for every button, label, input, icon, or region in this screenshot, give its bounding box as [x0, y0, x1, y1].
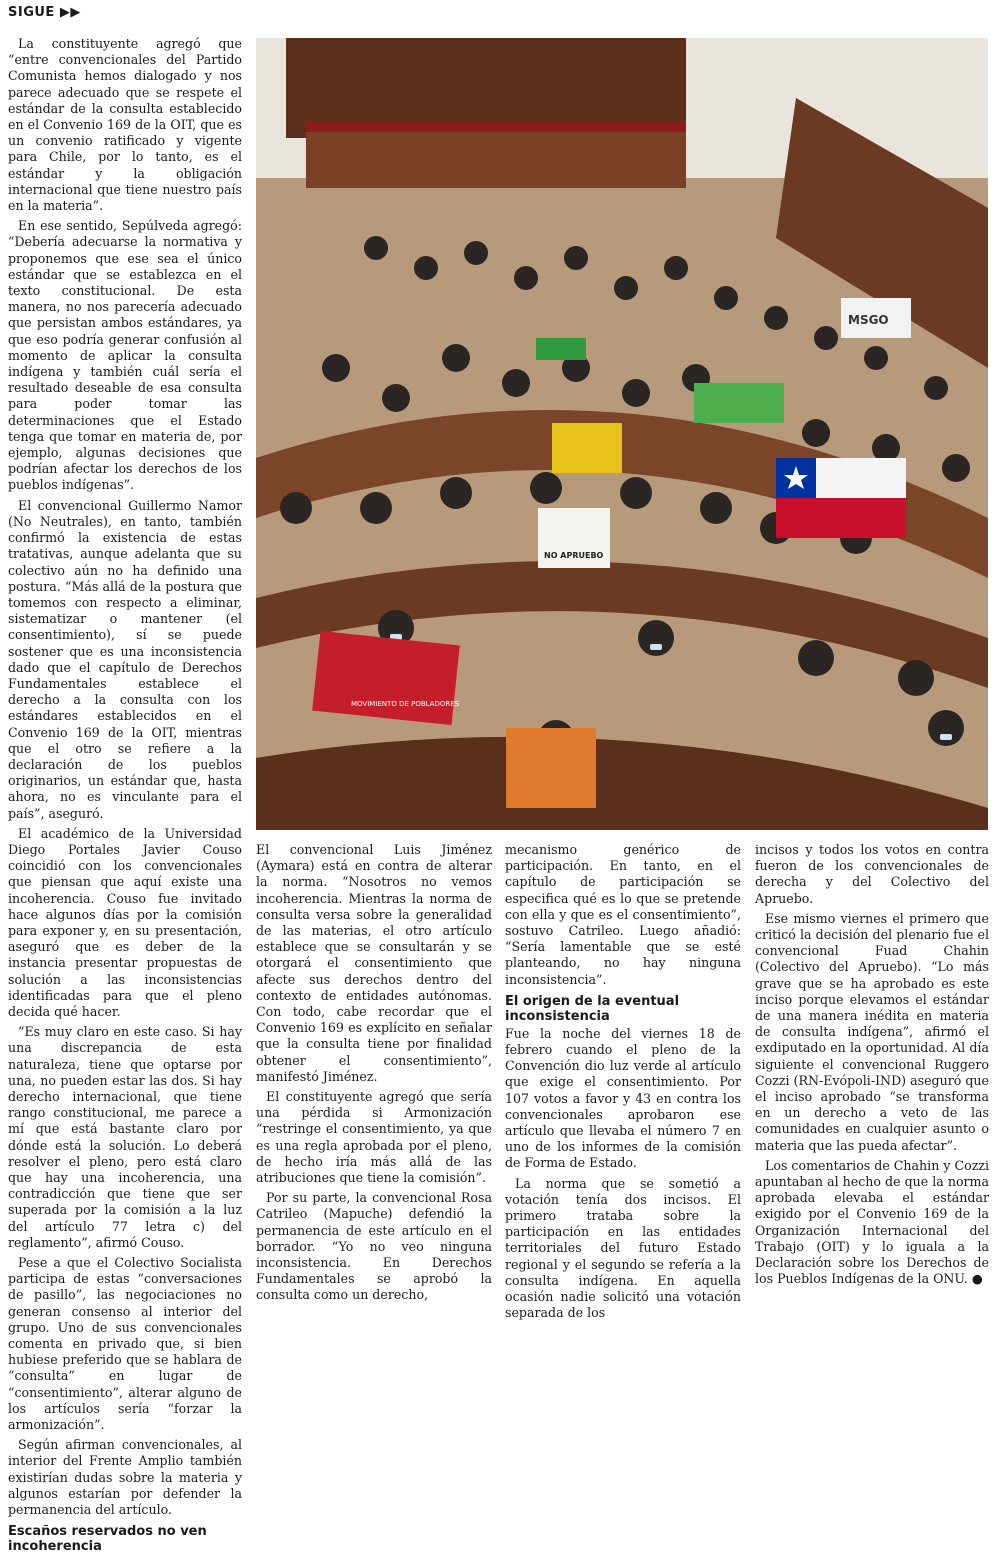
convention-hall-illustration	[256, 38, 988, 830]
section-heading: El origen de la eventual inconsistencia	[505, 993, 680, 1024]
presidium-desk	[306, 128, 686, 188]
paragraph: El académico de la Universidad Diego Portales Javier Couso coincidió con los convencionales que piensan que aquí existe una incoherencia. Couso fue invitado hace algunos días por la comisión para exponer y, en su presentación, aseguró que es deber de la instancia presentar propuestas de solución a las inconsistencias identificadas para que el pleno decida qué hacer.	[8, 825, 242, 1019]
orange-jacket	[506, 728, 596, 808]
paragraph: mecanismo genérico de participación. En tanto, en el capítulo de participación se especifica qué es lo que se pretende con ella y que es el consentimiento”, sostuvo Catrileo. Luego añadió: “Sería lamentable que se esté planteando, no hay ninguna inconsistencia”.	[505, 842, 741, 987]
white-banner	[538, 508, 610, 568]
paragraph: incisos y todos los votos en contra fueron de los convencionales de derecha y del Colectivo del Apruebo.	[755, 842, 989, 906]
paragraph: Pese a que el Colectivo Socialista participa de estas “conversaciones de pasillo”, las negociaciones no generan consenso al interior del grupo. Uno de sus convencionales comenta en privado que, si bien hubiese preferido que se hablara de “consulta” en lugar de “consentimiento”, alterar alguno de los artículos sería “forzar la armonización”.	[8, 1255, 242, 1433]
section-heading: Escaños reservados no ven incoherencia	[8, 1524, 207, 1555]
green-flag	[536, 338, 586, 360]
paragraph: En ese sentido, Sepúlveda agregó: “Debería adecuarse la normativa y proponemos que ese sea el único estándar que se establezca en el texto constitucional. De esta manera, no nos parecería adecuado que persistan ambos estándares, ya que eso podría generar confusión al momento de aplicar la consulta indígena y también cuál sería el resultado deseable de esa consulta para poder tomar las determinaciones que el Estado tenga que tomar en materia de, por ejemplo, algunas decisiones que podrían afectar los derechos de los pueblos indígenas”.	[8, 218, 242, 493]
paragraph: Fue la noche del viernes 18 de febrero cuando el pleno de la Convención dio luz verde al artículo que exige el consentimiento. Por 107 votos a favor y 43 en contra los convencionales aprobaron ese artículo que llevaba el número 7 en uno de los informes de la comisión de Forma de Estado.	[505, 1025, 741, 1171]
banner-text: NO APRUEBO	[544, 551, 604, 560]
paragraph: La norma que se sometió a votación tenía dos incisos. El primero trataba sobre la participación en las entidades territoriales del futuro Estado regional y el segundo se refería a la consulta indígena. En aquella ocasión nadie solicitó una votación separada de los	[505, 1175, 741, 1321]
paragraph-text: Los comentarios de Chahin y Cozzi apuntaban al hecho de que la norma aprobada elevaba el estándar exigido por el Convenio 169 de la Organización Internacional del Trabajo (OIT) y lo iguala a la Declaración sobre los Derechos de los Pueblos Indígenas de la ONU.	[755, 1157, 989, 1287]
article-column-2	[256, 842, 492, 1308]
chilean-flag	[776, 458, 906, 538]
paragraph: “Es muy claro en este caso. Si hay una discrepancia de esta naturaleza, tiene que optarse por una, no pueden estar las dos. Si hay derecho internacional, que tiene rango constitucional, me parece a mí que está bastante claro por dónde está la solución. Lo deberá resolver el pleno, pero está claro que hay una incoherencia, una contradicción que tiene que ser superada por la comisión a la luz del artículo 77 letra c) del reglamento”, afirmó Couso.	[8, 1024, 242, 1250]
presidium-top	[306, 122, 686, 132]
article-column-1	[8, 36, 242, 1556]
article-column-4	[755, 842, 989, 1291]
red-flag-text: MOVIMIENTO DE POBLADORES	[351, 700, 460, 708]
red-flag	[312, 631, 460, 725]
paragraph: Ese mismo viernes el primero que criticó la decisión del plenario fue el convencional Fuad Chahin (Colectivo del Apruebo). “Lo más grave que se ha aprobado es este inciso porque elevamos el estándar de una manera inédita en materia de consulta indígena”, afirmó el exdiputado en la oportunidad. Al día siguiente el convencional Ruggero Cozzi (RN-Evópoli-IND) aseguró que el inciso aprobado “se transforma en un derecho a veto de las comunidades en cualquier asunto o materia que las pueda afectar”.	[755, 910, 989, 1153]
convention-photo	[256, 38, 988, 830]
end-mark-icon: ●	[971, 1271, 983, 1287]
paragraph	[755, 1158, 989, 1288]
paragraph: La constituyente agregó que “entre convencionales del Partido Comunista hemos dialogado y nos parece adecuado que se respete el estándar de la consulta establecido en el Convenio 169 de la OIT, que es un convenio ratificado y vigente para Chile, por lo tanto, es el estándar y la obligación internacional que tiene nuestro país en la materia”.	[8, 36, 242, 214]
article-column-3	[505, 842, 741, 1325]
paragraph: Según afirman convencionales, al interior del Frente Amplio también existirían dudas sobre la materia y algunos estarían por defender la permanencia del artículo.	[8, 1437, 242, 1518]
paragraph: El convencional Luis Jiménez (Aymara) está en contra de alterar la norma. “Nosotros no vemos incoherencia. Mientras la norma de consulta versa sobre la generalidad de las materias, el otro artículo establece que se consultarán y se otorgará el consentimiento que afecte sus derechos dentro del contexto de entidades autónomas. Con todo, cabe recordar que el Convenio 169 es explícito en señalar que la consulta tiene por finalidad obtener el consentimiento”, manifestó Jiménez.	[256, 842, 492, 1084]
paragraph: Por su parte, la convencional Rosa Catrileo (Mapuche) defendió la permanencia de este artículo en el borrador. “Yo no veo ninguna inconsistencia. En Derechos Fundamentales se aprobó la consulta como un derecho,	[256, 1190, 492, 1303]
msgo-text: MSGO	[848, 313, 889, 327]
continue-label: SIGUE ▶▶	[8, 5, 81, 20]
yellow-flag	[552, 423, 622, 473]
paragraph: El convencional Guillermo Namor (No Neutrales), en tanto, también confirmó la existencia de estas tratativas, aunque adelanta que su colectivo aún no ha definido una postura. “Más allá de la postura que tomemos con respecto a eliminar, sistematizar o mantener (el consentimiento), sí se puede sostener que es una inconsistencia dado que el capítulo de Derechos Fundamentales establece el derecho a la consulta con los estándares establecidos en el Convenio 169 de la OIT, mientras que el otro se refiere a la declaración de los pueblos originarios, un estándar que, hasta ahora, no es vinculante para el país”, aseguró.	[8, 497, 242, 821]
msgo-banner	[841, 298, 911, 338]
paragraph: El constituyente agregó que sería una pérdida si Armonización “restringe el consentimiento, ya que es una regla aprobada por el pleno, de hecho iría más allá de las atribuciones que tiene la comisión”.	[256, 1089, 492, 1186]
green-banner	[694, 383, 784, 423]
